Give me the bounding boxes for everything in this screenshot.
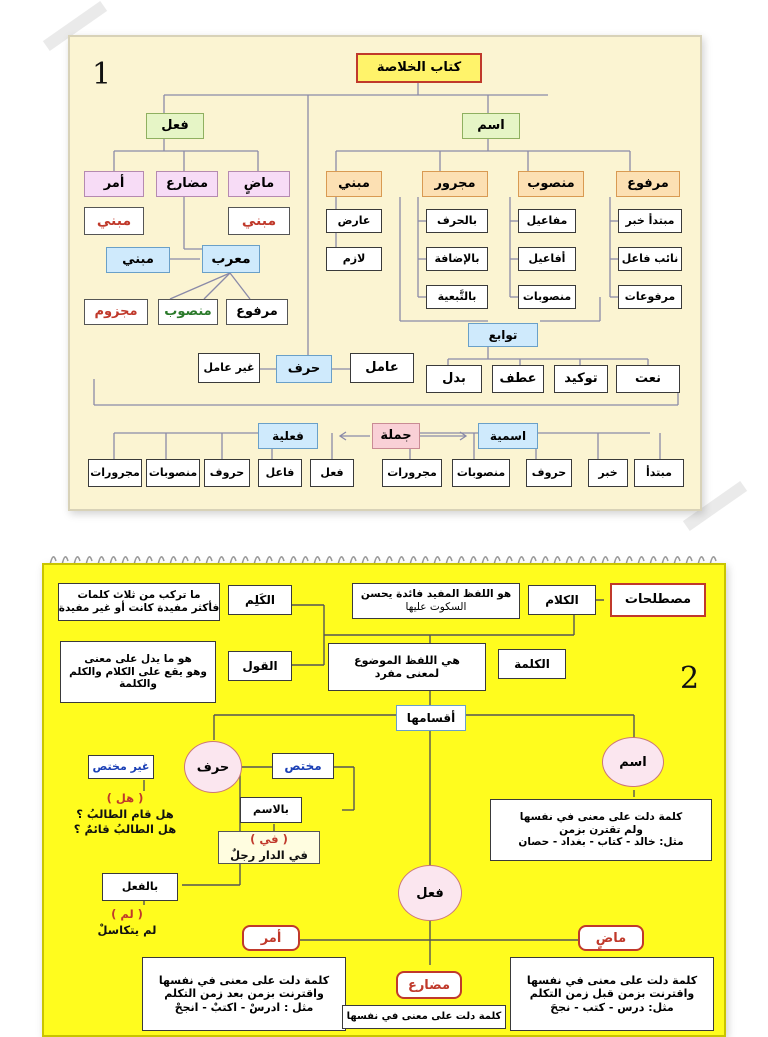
harf-circle: حرف (184, 741, 242, 793)
filiyya-item: مجرورات (88, 459, 142, 487)
filiyya-item: فعل (310, 459, 354, 487)
mabni-item: لازم (326, 247, 382, 271)
ism-def-box (490, 799, 712, 861)
jumla-box: جملة (372, 423, 420, 449)
marfu-item: مرفوعات (618, 285, 682, 309)
panel-number: 2 (680, 661, 700, 696)
madi-box: ماضٍ (228, 171, 290, 197)
ismiyya-item: مجرورات (382, 459, 442, 487)
fi-example-line: في الدار رجلٌ (230, 847, 308, 862)
ismiyya-item: خبر (588, 459, 628, 487)
kalam-def-line: السكوت عليها (405, 601, 467, 613)
bil-ism-box: بالاسم (240, 797, 302, 823)
kalima-def-box (328, 643, 486, 691)
hal-example-line: هل قام الطالبُ ؟ (76, 806, 174, 821)
madi-mabni-box: مبني (228, 207, 290, 235)
lam-example (68, 907, 186, 938)
aqsam-box: أقسامها (396, 705, 466, 731)
diagram-panel-1 (68, 35, 702, 511)
ghayr-mukhtass-box: غير مختص (88, 755, 154, 779)
fi-example (218, 831, 320, 864)
ismiyya-item: منصوبات (452, 459, 510, 487)
madi-label: ماضٍ (578, 925, 644, 951)
marfu-box: مرفوع (616, 171, 680, 197)
ismiyya-item: حروف (526, 459, 572, 487)
marfu-item: مبتدأ خبر (618, 209, 682, 233)
kalam-def-box (352, 583, 520, 619)
murab-item: مرفوع (226, 299, 288, 325)
qawl-def-box (60, 641, 216, 703)
mansub-item: أفاعيل (518, 247, 576, 271)
amr-label: أمر (242, 925, 300, 951)
qawl-box: القول (228, 651, 292, 681)
mansub-box: منصوب (518, 171, 584, 197)
kalima-box: الكلمة (498, 649, 566, 679)
hal-example-line: هل الطالبُ قائمٌ ؟ (73, 822, 177, 837)
ism-def-line: ولم تقترن بزمن (559, 823, 643, 836)
amr-def-line: كلمة دلت على معنى في نفسها (158, 974, 330, 988)
mudari-def-box: كلمة دلت على معنى في نفسها (342, 1005, 506, 1029)
madi-def-box (510, 957, 714, 1031)
marfu-item: نائب فاعل (618, 247, 682, 271)
amil-box: عامل (350, 353, 414, 383)
mustalahat-box: مصطلحات (610, 583, 706, 617)
mansub-item: منصوبات (518, 285, 576, 309)
kalim-box: الكَلِم (228, 585, 292, 615)
majrur-box: مجرور (422, 171, 488, 197)
amr-def-line: واقترنت بزمن بعد زمن التكلم (164, 987, 324, 1001)
tawabi-box: توابع (468, 323, 538, 347)
filiyya-item: فاعل (258, 459, 302, 487)
fil-box: فعل (146, 113, 204, 139)
tawabi-item: نعت (616, 365, 680, 393)
mansub-item: مفاعيل (518, 209, 576, 233)
ghayr-amil-box: غير عامل (198, 353, 260, 383)
ism-def-line: كلمة دلت على معنى في نفسها (519, 811, 683, 824)
amr-def-line: مثل : ادرسْ - اكتبْ - انجحْ (174, 1000, 314, 1014)
title-box: كتاب الخلاصة (356, 53, 482, 83)
mudari-label: مضارع (396, 971, 462, 999)
panel-number: 1 (92, 57, 112, 92)
ismiyya-item: مبتدأ (634, 459, 684, 487)
amr-def-box (142, 957, 346, 1031)
kalim-def-box (58, 583, 220, 621)
ism-box: اسم (462, 113, 520, 139)
hal-example (66, 791, 184, 838)
madi-def-line: كلمة دلت على معنى في نفسها (526, 974, 698, 988)
ism-def-line: مثل: خالد - كتاب - بغداد - حصان (518, 836, 684, 849)
filiyya-box: فعلية (258, 423, 318, 449)
kalam-box: الكلام (528, 585, 596, 615)
kalim-def-line: ما تركب من ثلاث كلمات (77, 589, 201, 602)
mabni-box: مبني (326, 171, 382, 197)
majrur-item: بالتَّبعية (426, 285, 488, 309)
lam-label: ( لم ) (111, 907, 143, 921)
kalim-def-line: فأكثر مفيدة كانت أو غير مفيدة (58, 602, 220, 614)
mukhtass-box: مختص (272, 753, 334, 779)
qawl-def-line: وهو يقع على الكلام والكلم (69, 665, 207, 678)
kalima-def-line: لمعنى مفرد (374, 667, 440, 680)
madi-def-line: واقترنت بزمن قبل زمن التكلم (529, 987, 695, 1001)
bil-fil-box: بالفعل (102, 873, 178, 901)
ismiyya-box: اسمية (478, 423, 538, 449)
majrur-item: بالحرف (426, 209, 488, 233)
tawabi-item: بدل (426, 365, 482, 393)
amr-mabni-box: مبني (84, 207, 144, 235)
tawabi-item: عطف (492, 365, 544, 393)
ism-circle: اسم (602, 737, 664, 787)
harf-box: حرف (276, 355, 332, 383)
qawl-def-line: والكلمة (119, 678, 157, 691)
murab-box: معرب (202, 245, 260, 273)
tawabi-item: توكيد (554, 365, 608, 393)
lam-example-line: لم يتكاسلْ (97, 922, 157, 937)
hal-label: ( هل ) (106, 791, 144, 805)
kalam-def-line: هو اللفظ المفيد فائدة يحسن (360, 588, 512, 601)
filiyya-item: حروف (204, 459, 250, 487)
diagram-panel-2 (42, 563, 726, 1037)
kalima-def-line: هي اللفظ الموضوع (354, 653, 460, 667)
amr-box: أمر (84, 171, 144, 197)
madi-def-line: مثل: درس - كتب - نجحَ (550, 1000, 674, 1014)
qawl-def-line: هو ما يدل على معنى (84, 653, 192, 666)
fil-circle: فعل (398, 865, 462, 921)
murab-item: مجزوم (84, 299, 148, 325)
filiyya-item: منصوبات (146, 459, 200, 487)
mudari-box: مضارع (156, 171, 218, 197)
murab-item: منصوب (158, 299, 218, 325)
mudari-mabni-box: مبني (106, 247, 170, 273)
mabni-item: عارض (326, 209, 382, 233)
fi-label: ( في ) (250, 832, 288, 846)
majrur-item: بالإضافة (426, 247, 488, 271)
